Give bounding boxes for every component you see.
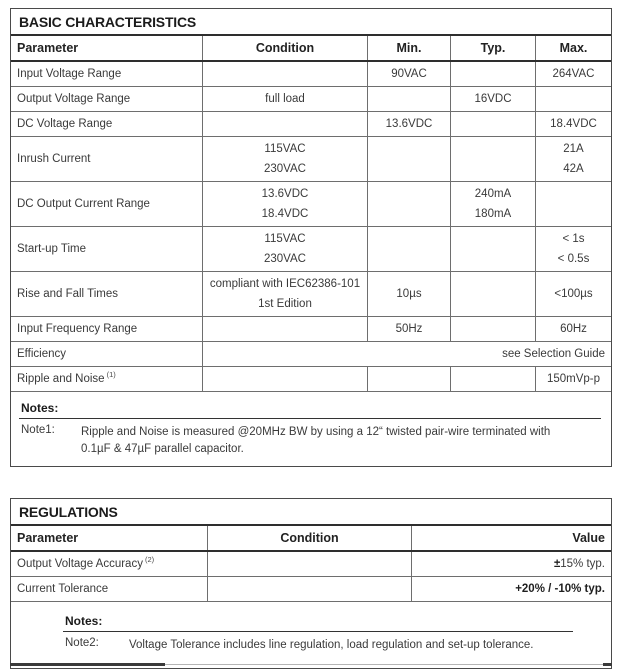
- value-segment: +20% / -10% typ.: [515, 583, 605, 595]
- table-cell: [451, 272, 536, 316]
- table-row: [11, 552, 611, 577]
- cell-line: Input Frequency Range: [17, 323, 138, 335]
- cell-line: Condition: [280, 531, 339, 545]
- table-cell: [11, 137, 203, 181]
- table-cell: [368, 317, 451, 341]
- next-section-header-fragment: [10, 663, 165, 666]
- table-cell: [536, 62, 611, 86]
- note-row: [63, 637, 573, 654]
- table-cell: [536, 87, 611, 111]
- table-cell: [451, 227, 536, 271]
- table-cell: [11, 342, 203, 366]
- regulations-section-title: REGULATIONS: [11, 499, 611, 526]
- column-header: [11, 36, 203, 60]
- table-cell: [11, 62, 203, 86]
- notes-label: Notes:: [19, 399, 601, 419]
- table-cell: [536, 272, 611, 316]
- cell-line: see Selection Guide: [502, 348, 605, 360]
- cell-line: Inrush Current: [17, 153, 91, 165]
- table-cell: [203, 367, 368, 391]
- column-header: [208, 526, 412, 550]
- note-line: Ripple and Noise is measured @20MHz BW by using a 12“ twisted pair-wire terminated with: [81, 426, 551, 438]
- table-cell: [11, 367, 203, 391]
- table-cell: [11, 317, 203, 341]
- cell-line: < 1s: [562, 233, 585, 245]
- cell-line: compliant with IEC62386-101: [209, 278, 361, 290]
- column-header: [11, 526, 208, 550]
- cell-line: 150mVp-p: [546, 373, 601, 385]
- cell-line: 16VDC: [474, 93, 512, 105]
- note-line: Voltage Tolerance includes line regulation, load regulation and set-up tolerance.: [129, 639, 534, 651]
- table-cell: [203, 227, 368, 271]
- note-row: [19, 424, 601, 458]
- footnote-marker: (1): [106, 370, 116, 380]
- cell-line: <100µs: [554, 288, 593, 300]
- column-header: [451, 36, 536, 60]
- cell-line: 90VAC: [391, 68, 427, 80]
- table-cell: [451, 87, 536, 111]
- cell-line: < 0.5s: [557, 253, 590, 265]
- cell-line: Condition: [255, 41, 315, 55]
- cell-line: 13.6VDC: [261, 188, 309, 200]
- table-cell: [11, 112, 203, 136]
- basic-table-body: [11, 62, 611, 392]
- cell-line: 42A: [563, 163, 584, 175]
- table-cell: [451, 137, 536, 181]
- cell-line: Current Tolerance: [17, 583, 109, 595]
- table-cell: [11, 552, 208, 576]
- cell-line: 1st Edition: [258, 298, 312, 310]
- table-cell: [368, 227, 451, 271]
- cell-line: 10µs: [396, 288, 422, 300]
- column-header: [412, 526, 611, 550]
- table-row: [11, 317, 611, 342]
- cell-line: Rise and Fall Times: [17, 288, 118, 300]
- table-row: [11, 577, 611, 602]
- table-cell: [11, 87, 203, 111]
- table-row: [11, 342, 611, 367]
- table-cell: [536, 317, 611, 341]
- basic-notes: [11, 392, 611, 466]
- table-cell: [451, 367, 536, 391]
- cell-line: Value: [572, 531, 605, 545]
- basic-characteristics-section: [10, 8, 612, 467]
- table-cell: [368, 182, 451, 226]
- note-line: 0.1µF & 47µF parallel capacitor.: [81, 443, 244, 455]
- value-segment: 15% typ.: [560, 558, 605, 570]
- table-row: [11, 182, 611, 227]
- table-cell: [11, 227, 203, 271]
- regulations-note-text: [129, 637, 533, 654]
- cell-line: 115VAC: [264, 233, 306, 245]
- table-cell: [536, 182, 611, 226]
- table-cell: [536, 137, 611, 181]
- cell-line: Typ.: [480, 41, 506, 55]
- cell-line: 60Hz: [560, 323, 587, 335]
- basic-note-text: [81, 424, 550, 458]
- table-cell: [368, 367, 451, 391]
- cell-line: full load: [265, 93, 305, 105]
- cell-line: Start-up Time: [17, 243, 87, 255]
- cell-line: Min.: [396, 41, 422, 55]
- table-cell: [368, 112, 451, 136]
- table-cell: [203, 87, 368, 111]
- cell-line: Ripple and Noise $^{(1)}$: [17, 370, 116, 385]
- cell-line: Efficiency: [17, 348, 67, 360]
- datasheet-page: [0, 8, 622, 669]
- next-section-corner-fragment: [603, 663, 612, 666]
- table-row: [11, 227, 611, 272]
- cell-line: 180mA: [474, 208, 512, 220]
- table-cell: [451, 112, 536, 136]
- column-header: [203, 36, 368, 60]
- table-cell: [536, 112, 611, 136]
- table-cell: [203, 182, 368, 226]
- value-segment: ±: [553, 558, 561, 570]
- regulations-notes: [63, 602, 573, 668]
- table-cell: [536, 227, 611, 271]
- cell-line: Parameter: [17, 41, 79, 55]
- table-row: [11, 62, 611, 87]
- column-header: [536, 36, 611, 60]
- column-header: [368, 36, 451, 60]
- cell-line: [554, 554, 605, 574]
- cell-line: 50Hz: [395, 323, 423, 335]
- regulations-table-header: [11, 526, 611, 552]
- cell-line: DC Voltage Range: [17, 118, 113, 130]
- note-id: Note1:: [21, 424, 55, 436]
- table-cell: [208, 577, 412, 601]
- cell-line: 21A: [563, 143, 584, 155]
- cell-line: 18.4VDC: [261, 208, 309, 220]
- table-row: [11, 367, 611, 392]
- cell-line: Input Voltage Range: [17, 68, 122, 80]
- table-cell: [368, 137, 451, 181]
- regulations-section: [10, 498, 612, 669]
- table-row: [11, 112, 611, 137]
- note-id: Note2:: [65, 637, 99, 649]
- table-cell: [368, 272, 451, 316]
- table-cell: [203, 62, 368, 86]
- next-section-top-edge: [10, 663, 612, 667]
- regulations-table-body: [11, 552, 611, 602]
- cell-line: Max.: [559, 41, 588, 55]
- cell-line: [515, 579, 605, 599]
- cell-line: 230VAC: [264, 163, 306, 175]
- cell-line: 230VAC: [264, 253, 306, 265]
- table-row: [11, 87, 611, 112]
- basic-table-header: [11, 36, 611, 62]
- cell-line: 264VAC: [552, 68, 595, 80]
- cell-line: 18.4VDC: [550, 118, 597, 130]
- table-row: [11, 272, 611, 317]
- table-cell: [208, 552, 412, 576]
- table-cell: [203, 272, 368, 316]
- table-cell: [11, 182, 203, 226]
- table-cell: [203, 137, 368, 181]
- table-cell: [451, 317, 536, 341]
- table-cell: [368, 87, 451, 111]
- cell-line: 240mA: [474, 188, 512, 200]
- cell-line: Output Voltage Range: [17, 93, 131, 105]
- table-cell: [203, 317, 368, 341]
- table-cell: [11, 577, 208, 601]
- table-cell: [203, 112, 368, 136]
- cell-line: Parameter: [17, 531, 79, 545]
- table-cell: [11, 272, 203, 316]
- table-cell: [451, 182, 536, 226]
- table-row: [11, 137, 611, 182]
- table-cell: [203, 342, 611, 366]
- table-cell: [451, 62, 536, 86]
- table-cell: [536, 367, 611, 391]
- notes-label: Notes:: [63, 612, 573, 632]
- table-cell: [368, 62, 451, 86]
- cell-line: 115VAC: [264, 143, 306, 155]
- table-cell: [412, 577, 611, 601]
- cell-line: 13.6VDC: [385, 118, 433, 130]
- basic-section-title: BASIC CHARACTERISTICS: [11, 9, 611, 36]
- table-cell: [412, 552, 611, 576]
- cell-line: DC Output Current Range: [17, 198, 150, 210]
- cell-line: Output Voltage Accuracy $^{(2)}$: [17, 555, 155, 570]
- footnote-marker: (2): [144, 555, 155, 565]
